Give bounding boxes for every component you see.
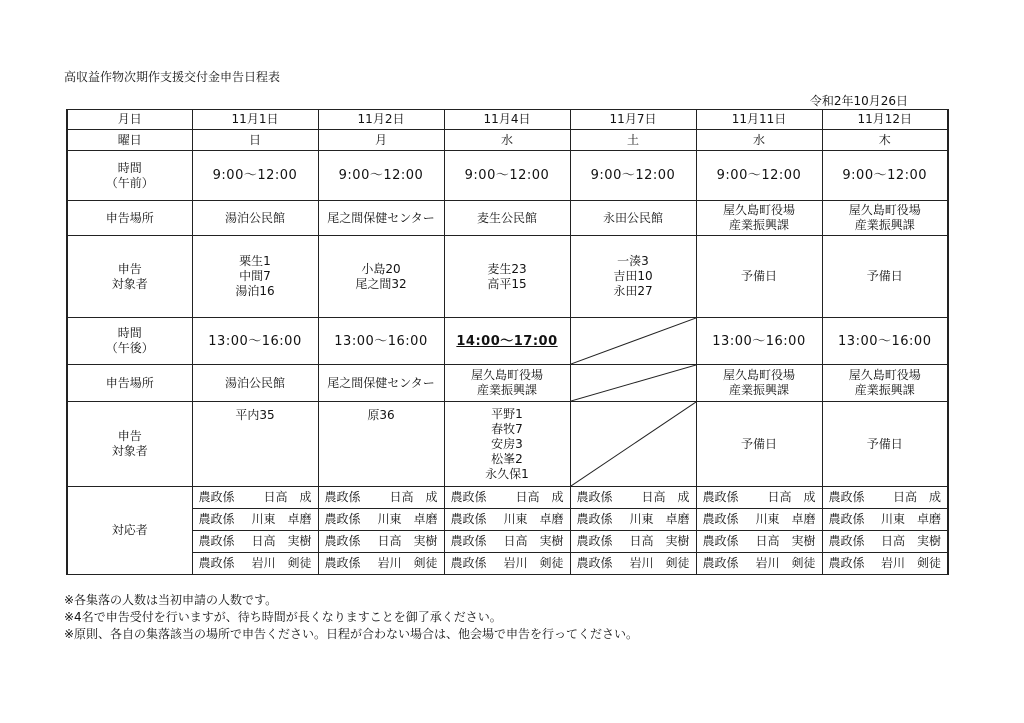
staff-section: 農政係 [828, 556, 865, 570]
row-label [67, 151, 192, 201]
target-line: 平内35 [235, 408, 275, 422]
row-label-line: （午後） [105, 341, 154, 355]
place-line: 産業振興課 [728, 383, 789, 397]
date-cell: 11月12日 [822, 110, 948, 130]
time-cell: 9:00〜12:00 [318, 151, 444, 201]
row-label-line: 時間 [117, 326, 142, 340]
staff-section: 農政係 [576, 490, 613, 504]
staff-section: 農政係 [576, 534, 613, 548]
time-cell: 9:00〜12:00 [696, 151, 822, 201]
staff-section: 農政係 [324, 490, 361, 504]
staff-name: 日高 成 [263, 490, 312, 504]
staff-name: 日高 実樹 [503, 534, 564, 548]
staff-entry [823, 490, 948, 505]
staff-cell [192, 553, 318, 575]
staff-entry [823, 534, 948, 549]
place-cell [570, 201, 696, 236]
staff-cell [822, 531, 948, 553]
target-line: 湯泊16 [235, 284, 275, 298]
staff-cell [696, 487, 822, 509]
row-label [67, 318, 192, 365]
weekday-row [67, 130, 948, 151]
staff-entry [697, 512, 822, 527]
schedule-table [66, 109, 949, 575]
staff-name: 日高 成 [767, 490, 816, 504]
date-cell: 11月2日 [318, 110, 444, 130]
target-line: 予備日 [866, 436, 903, 451]
place-cell [822, 201, 948, 236]
staff-cell [570, 531, 696, 553]
target-line: 予備日 [866, 269, 903, 283]
place-cell [444, 201, 570, 236]
target-line: 高平15 [487, 276, 527, 291]
morning-place-row [67, 201, 948, 236]
row-label [67, 402, 192, 487]
staff-entry [445, 512, 570, 527]
staff-entry [823, 512, 948, 527]
target-line: 一湊3 [617, 254, 649, 268]
date-cell: 11月4日 [444, 110, 570, 130]
row-label: 月日 [67, 110, 192, 130]
note-2: ※4名で申告受付を行いますが、待ち時間が長くなりますことを御了承ください。 [64, 610, 502, 624]
place-line: 尾之間保健センター [327, 375, 435, 390]
afternoon-target-row [67, 402, 948, 487]
staff-section: 農政係 [828, 512, 865, 526]
staff-section: 農政係 [450, 490, 487, 504]
staff-entry [571, 534, 696, 549]
document-title: 高収益作物次期作支援交付金申告日程表 [64, 70, 281, 84]
place-cell [318, 365, 444, 402]
staff-name: 川東 卓磨 [880, 512, 941, 526]
staff-cell [444, 487, 570, 509]
diagonal-slash [571, 402, 696, 486]
document-date: 令和2年10月26日 [809, 94, 908, 108]
time-cell: 13:00〜16:00 [192, 318, 318, 365]
time-cell: 9:00〜12:00 [444, 151, 570, 201]
place-cell [192, 201, 318, 236]
target-line: 小島20 [361, 261, 401, 276]
staff-cell [318, 509, 444, 531]
diagonal-slash [571, 365, 696, 401]
place-line: 産業振興課 [728, 218, 789, 232]
row-label [67, 236, 192, 318]
row-label: 曜日 [67, 130, 192, 151]
place-line: 産業振興課 [476, 383, 537, 397]
staff-cell [318, 553, 444, 575]
staff-section: 農政係 [198, 556, 235, 570]
staff-name: 日高 成 [515, 490, 564, 504]
place-line: 産業振興課 [854, 218, 915, 232]
staff-section: 農政係 [702, 512, 739, 526]
staff-entry [823, 556, 948, 571]
weekday-cell: 土 [570, 130, 696, 151]
unavailable-cell [570, 318, 696, 365]
staff-cell [192, 509, 318, 531]
staff-name: 岩川 剣徒 [629, 556, 690, 570]
staff-section: 農政係 [702, 556, 739, 570]
staff-cell [822, 553, 948, 575]
date-row [67, 110, 948, 130]
target-cell [444, 236, 570, 318]
target-cell [318, 402, 444, 487]
staff-row [67, 487, 948, 509]
staff-section: 農政係 [324, 512, 361, 526]
place-line: 永田公民館 [602, 210, 663, 225]
staff-cell [822, 509, 948, 531]
staff-cell [192, 531, 318, 553]
staff-name: 岩川 剣徒 [755, 556, 816, 570]
notes [64, 592, 638, 643]
staff-cell [444, 531, 570, 553]
unavailable-cell [570, 402, 696, 487]
target-line: 予備日 [740, 269, 777, 283]
target-line: 永久保1 [485, 466, 529, 481]
staff-entry [697, 534, 822, 549]
note-1: ※各集落の人数は当初申請の人数です。 [64, 593, 278, 607]
staff-name: 川東 卓磨 [503, 512, 564, 526]
staff-entry [445, 490, 570, 505]
weekday-cell: 水 [696, 130, 822, 151]
staff-name: 日高 実樹 [629, 534, 690, 548]
staff-entry [571, 556, 696, 571]
staff-name: 日高 成 [892, 490, 941, 504]
staff-entry [193, 534, 318, 549]
row-label: 申告場所 [67, 201, 192, 236]
time-cell: 9:00〜12:00 [192, 151, 318, 201]
staff-cell [570, 487, 696, 509]
staff-section: 農政係 [324, 534, 361, 548]
target-cell [192, 402, 318, 487]
time-cell: 14:00〜17:00 [444, 318, 570, 365]
place-cell [444, 365, 570, 402]
staff-entry [445, 534, 570, 549]
place-cell [696, 201, 822, 236]
target-line: 安房3 [491, 436, 523, 451]
time-cell: 9:00〜12:00 [570, 151, 696, 201]
target-line: 吉田10 [613, 269, 653, 283]
staff-cell [318, 531, 444, 553]
staff-entry [319, 512, 444, 527]
target-cell [444, 402, 570, 487]
staff-entry [571, 512, 696, 527]
target-line: 春牧7 [491, 421, 523, 436]
time-cell: 9:00〜12:00 [822, 151, 948, 201]
staff-entry [697, 490, 822, 505]
staff-section: 農政係 [450, 556, 487, 570]
target-line: 予備日 [740, 436, 777, 451]
staff-cell [318, 487, 444, 509]
target-cell [822, 236, 948, 318]
staff-entry [571, 490, 696, 505]
place-line: 麦生公民館 [476, 210, 537, 225]
time-cell: 13:00〜16:00 [318, 318, 444, 365]
target-cell [696, 236, 822, 318]
row-label: 申告場所 [67, 365, 192, 402]
staff-cell [444, 509, 570, 531]
place-line: 屋久島町役場 [722, 368, 795, 382]
target-cell [822, 402, 948, 487]
time-cell: 13:00〜16:00 [822, 318, 948, 365]
staff-entry [193, 512, 318, 527]
staff-section: 農政係 [828, 534, 865, 548]
staff-cell [696, 509, 822, 531]
staff-name: 日高 成 [389, 490, 438, 504]
staff-entry [193, 490, 318, 505]
staff-name: 岩川 剣徒 [503, 556, 564, 570]
staff-cell [570, 553, 696, 575]
row-label-line: 対象者 [111, 276, 148, 291]
place-line: 屋久島町役場 [848, 203, 921, 217]
unavailable-cell [570, 365, 696, 402]
staff-section: 農政係 [198, 512, 235, 526]
staff-name: 川東 卓磨 [251, 512, 312, 526]
staff-cell [696, 553, 822, 575]
row-label-line: （午前） [105, 175, 154, 190]
staff-name: 日高 実樹 [880, 534, 941, 548]
staff-section: 農政係 [576, 512, 613, 526]
weekday-cell: 日 [192, 130, 318, 151]
target-cell [192, 236, 318, 318]
target-line: 原36 [367, 408, 395, 422]
staff-entry [697, 556, 822, 571]
row-label-line: 時間 [117, 160, 142, 175]
staff-entry [319, 556, 444, 571]
staff-section: 農政係 [702, 490, 739, 504]
place-line: 産業振興課 [854, 383, 915, 397]
staff-section: 農政係 [576, 556, 613, 570]
row-label-line: 申告 [117, 429, 142, 443]
target-line: 永田27 [613, 284, 653, 298]
staff-name: 日高 実樹 [251, 534, 312, 548]
place-cell [696, 365, 822, 402]
staff-name: 岩川 剣徒 [251, 556, 312, 570]
staff-row [67, 553, 948, 575]
date-cell: 11月11日 [696, 110, 822, 130]
staff-entry [445, 556, 570, 571]
staff-row [67, 531, 948, 553]
date-cell: 11月1日 [192, 110, 318, 130]
place-line: 屋久島町役場 [848, 368, 921, 382]
date-cell: 11月7日 [570, 110, 696, 130]
staff-name: 日高 成 [641, 490, 690, 504]
staff-cell [192, 487, 318, 509]
staff-name: 岩川 剣徒 [377, 556, 438, 570]
afternoon-place-row [67, 365, 948, 402]
staff-section: 農政係 [198, 490, 235, 504]
staff-cell [444, 553, 570, 575]
place-cell [822, 365, 948, 402]
target-cell [696, 402, 822, 487]
morning-target-row [67, 236, 948, 318]
place-line: 湯泊公民館 [224, 375, 285, 390]
staff-name: 日高 実樹 [377, 534, 438, 548]
target-cell [570, 236, 696, 318]
target-line: 平野1 [491, 406, 523, 421]
place-line: 湯泊公民館 [224, 210, 285, 225]
staff-name: 川東 卓磨 [755, 512, 816, 526]
staff-row [67, 509, 948, 531]
staff-section: 農政係 [324, 556, 361, 570]
staff-section: 農政係 [450, 534, 487, 548]
row-label: 対応者 [67, 487, 192, 575]
staff-section: 農政係 [450, 512, 487, 526]
place-cell [192, 365, 318, 402]
row-label-line: 対象者 [111, 444, 148, 458]
place-line: 尾之間保健センター [327, 210, 435, 225]
target-line: 麦生23 [487, 261, 527, 276]
time-cell: 13:00〜16:00 [696, 318, 822, 365]
staff-name: 岩川 剣徒 [880, 556, 941, 570]
target-line: 栗生1 [239, 254, 271, 268]
row-label-line: 申告 [117, 261, 142, 276]
staff-entry [319, 490, 444, 505]
staff-cell [822, 487, 948, 509]
weekday-cell: 水 [444, 130, 570, 151]
place-line: 屋久島町役場 [470, 368, 543, 382]
staff-name: 川東 卓磨 [629, 512, 690, 526]
staff-section: 農政係 [828, 490, 865, 504]
place-line: 屋久島町役場 [722, 203, 795, 217]
weekday-cell: 月 [318, 130, 444, 151]
staff-name: 日高 実樹 [755, 534, 816, 548]
place-cell [318, 201, 444, 236]
staff-name: 川東 卓磨 [377, 512, 438, 526]
weekday-cell: 木 [822, 130, 948, 151]
note-3: ※原則、各自の集落該当の場所で申告ください。日程が合わない場合は、他会場で申告を行ってください。 [64, 627, 639, 641]
target-line: 中間7 [239, 269, 271, 283]
staff-cell [696, 531, 822, 553]
target-cell [318, 236, 444, 318]
staff-entry [319, 534, 444, 549]
staff-section: 農政係 [198, 534, 235, 548]
afternoon-time-row [67, 318, 948, 365]
target-line: 松峯2 [491, 451, 523, 466]
morning-time-row [67, 151, 948, 201]
diagonal-slash [571, 318, 696, 364]
target-line: 尾之間32 [355, 276, 407, 291]
staff-entry [193, 556, 318, 571]
staff-section: 農政係 [702, 534, 739, 548]
staff-cell [570, 509, 696, 531]
